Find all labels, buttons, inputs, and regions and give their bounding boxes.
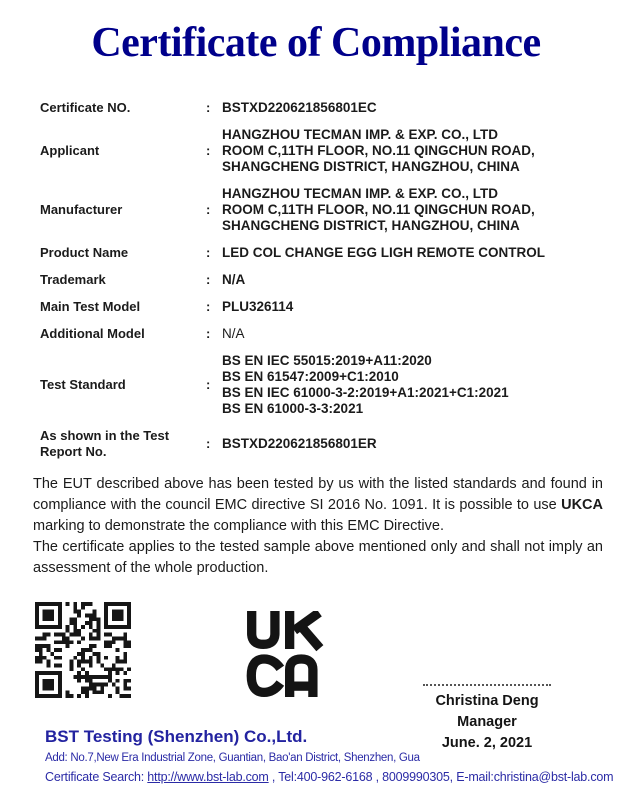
field-row (40, 326, 600, 342)
statement-text: marking to demonstrate the compliance with this EMC Directive. (33, 518, 444, 534)
field-value: BSTXD220621856801ER (222, 436, 377, 451)
field-row (40, 353, 600, 417)
field-label: Test Standard (40, 377, 126, 392)
statement-text: The EUT described above has been tested by us with the listed standards and found in compliance with the council EMC directive SI 2016 No. 1091. It is possible to use (33, 476, 603, 513)
field-value: HANGZHOU TECMAN IMP. & EXP. CO., LTD (222, 127, 499, 142)
field-row (40, 299, 600, 315)
signatory-name: Christina Deng (435, 693, 539, 709)
qr-code (35, 602, 131, 698)
field-value: BSTXD220621856801EC (222, 100, 377, 115)
footer-address: Add: No.7,New Era Industrial Zone, Guantian, Bao'an District, Shenzhen, Gua (45, 752, 420, 764)
statement-paragraph-2: The certificate applies to the tested sample above mentioned only and shall not imply an assessment of the whole production. (33, 539, 603, 576)
field-row (40, 100, 600, 116)
ukca-bold-text: UKCA (561, 497, 603, 513)
field-value: N/A (222, 326, 245, 341)
field-row (40, 245, 600, 261)
compliance-statement (33, 474, 603, 579)
field-value: ROOM C,11TH FLOOR, NO.11 QINGCHUN ROAD, (222, 143, 535, 158)
field-value-group (222, 127, 600, 175)
field-label: As shown in the Test Report No. (40, 428, 170, 459)
field-label: Certificate NO. (40, 100, 131, 115)
field-value: HANGZHOU TECMAN IMP. & EXP. CO., LTD (222, 186, 499, 201)
field-colon: : (206, 202, 211, 217)
field-value: SHANGCHENG DISTRICT, HANGZHOU, CHINA (222, 218, 520, 233)
field-value: BS EN IEC 55015:2019+A11:2020 (222, 353, 432, 368)
signature-date: June. 2, 2021 (441, 735, 533, 751)
field-value-group (222, 299, 600, 315)
field-label: Manufacturer (40, 202, 123, 217)
field-row (40, 186, 600, 234)
certificate-search-link[interactable]: http://www.bst-lab.com (147, 770, 269, 784)
field-label: Trademark (40, 272, 106, 287)
footer-company-name: BST Testing (Shenzhen) Co.,Ltd. (45, 727, 308, 746)
field-colon: : (206, 245, 211, 260)
field-value-group (222, 326, 600, 342)
field-colon: : (206, 272, 211, 287)
field-value: ROOM C,11TH FLOOR, NO.11 QINGCHUN ROAD, (222, 202, 535, 217)
certificate-search-label: Certificate Search: (45, 770, 148, 784)
field-colon: : (206, 326, 211, 341)
field-colon: : (206, 436, 211, 451)
field-colon: : (206, 100, 211, 115)
field-value: LED COL CHANGE EGG LIGH REMOTE CONTROL (222, 245, 546, 260)
signature-block (393, 678, 581, 754)
field-colon: : (206, 299, 211, 314)
signatory-title: Manager (457, 714, 517, 730)
field-label: Applicant (40, 143, 100, 158)
statement-paragraph-1 (33, 474, 603, 537)
field-row (40, 272, 600, 288)
field-label: Main Test Model (40, 299, 141, 314)
field-value-group (222, 436, 600, 452)
signature-dotted-line (423, 678, 551, 686)
field-row (40, 428, 600, 460)
field-value-group (222, 353, 600, 417)
field-value: BS EN 61000-3-3:2021 (222, 401, 364, 416)
field-value: BS EN IEC 61000-3-2:2019+A1:2021+C1:2021 (222, 385, 509, 400)
field-label: Product Name (40, 245, 129, 260)
field-value: PLU326114 (222, 299, 294, 314)
field-value-group (222, 186, 600, 234)
field-value: SHANGCHENG DISTRICT, HANGZHOU, CHINA (222, 159, 520, 174)
ukca-mark-icon (246, 611, 324, 697)
field-value-group (222, 272, 600, 288)
footer-search-line (45, 770, 613, 784)
field-label: Additional Model (40, 326, 145, 341)
field-value-group (222, 245, 600, 261)
field-row (40, 127, 600, 175)
page-title: Certificate of Compliance (91, 20, 541, 66)
field-value: N/A (222, 272, 246, 287)
field-value: BS EN 61547:2009+C1:2010 (222, 369, 399, 384)
fields-table (40, 100, 600, 460)
field-colon: : (206, 377, 211, 392)
field-value-group (222, 100, 600, 116)
field-colon: : (206, 143, 211, 158)
footer-contact: , Tel:400-962-6168 , 8009990305, E-mail:christina@bst-lab.com (268, 770, 614, 784)
